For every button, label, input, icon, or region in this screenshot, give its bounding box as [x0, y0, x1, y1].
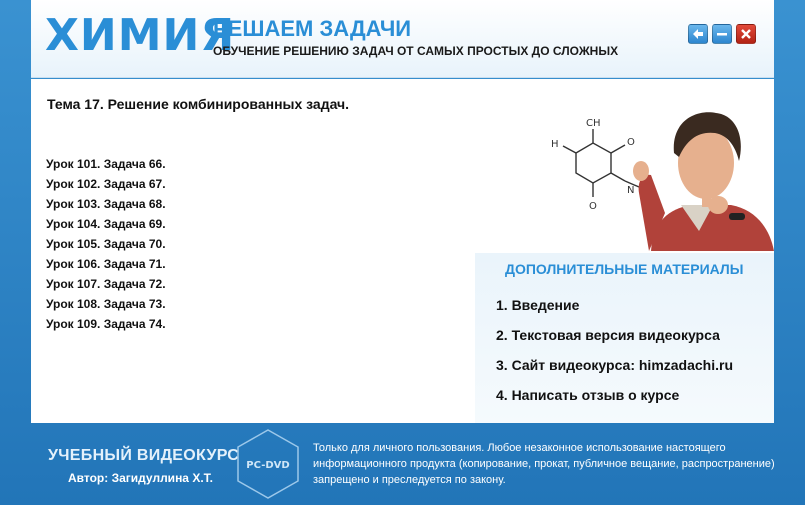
topic-title: Тема 17. Решение комбинированных задач.: [47, 96, 350, 112]
logo: ХИМИЯ: [45, 10, 236, 61]
lesson-item[interactable]: Урок 104. Задача 69.: [46, 217, 166, 231]
lesson-item[interactable]: Урок 103. Задача 68.: [46, 197, 166, 211]
close-button[interactable]: [736, 24, 756, 44]
extras-item-feedback[interactable]: 4. Написать отзыв о курсе: [496, 387, 680, 403]
extras-item-text-version[interactable]: 2. Текстовая версия видеокурса: [496, 327, 720, 343]
lesson-item[interactable]: Урок 107. Задача 72.: [46, 277, 166, 291]
window-controls: [688, 24, 756, 44]
course-info: [48, 447, 240, 485]
lesson-item[interactable]: Урок 109. Задача 74.: [46, 317, 166, 331]
content-panel: [31, 79, 774, 423]
close-icon: [740, 28, 752, 40]
course-label: УЧЕБНЫЙ ВИДЕОКУРС: [48, 447, 240, 464]
author-label: Автор: Загидуллина Х.Т.: [68, 471, 213, 485]
back-button[interactable]: [688, 24, 708, 44]
header: [31, 0, 774, 78]
extras-list: [496, 295, 733, 415]
hero-illustration: [531, 101, 774, 251]
lesson-item[interactable]: Урок 108. Задача 73.: [46, 297, 166, 311]
lesson-item[interactable]: Урок 101. Задача 66.: [46, 157, 166, 171]
extras-item-website[interactable]: 3. Сайт видеокурса: himzadachi.ru: [496, 357, 734, 373]
minimize-icon: [716, 28, 728, 40]
extras-item-intro[interactable]: 1. Введение: [496, 297, 580, 313]
minimize-button[interactable]: [712, 24, 732, 44]
app-subtitle: ОБУЧЕНИЕ РЕШЕНИЮ ЗАДАЧ ОТ САМЫХ ПРОСТЫХ ДО СЛОЖНЫХ: [213, 44, 619, 58]
svg-text:N: N: [627, 185, 635, 196]
chemist-illustration: [531, 101, 774, 251]
lesson-item[interactable]: Урок 106. Задача 71.: [46, 257, 166, 271]
extras-panel: [475, 253, 774, 423]
app-title: РЕШАЕМ ЗАДАЧИ: [213, 16, 412, 41]
svg-text:H: H: [551, 139, 559, 150]
badge-label: PC-DVD: [246, 460, 290, 471]
back-arrow-icon: [692, 28, 704, 40]
lesson-list: [46, 154, 166, 334]
pc-dvd-badge: [236, 428, 300, 500]
legal-notice: Только для личного пользования. Любое незаконное использование настоящего информационного продукта (копирование, прокат, публичное вещание, распространение) запрещено и преследуется по закону.: [313, 442, 775, 486]
svg-text:O: O: [589, 201, 597, 212]
lesson-item[interactable]: Урок 102. Задача 67.: [46, 177, 166, 191]
svg-text:CH: CH: [586, 118, 601, 129]
lesson-item[interactable]: Урок 105. Задача 70.: [46, 237, 166, 251]
svg-text:O: O: [627, 137, 635, 148]
extras-title: ДОПОЛНИТЕЛЬНЫЕ МАТЕРИАЛЫ: [505, 261, 744, 277]
